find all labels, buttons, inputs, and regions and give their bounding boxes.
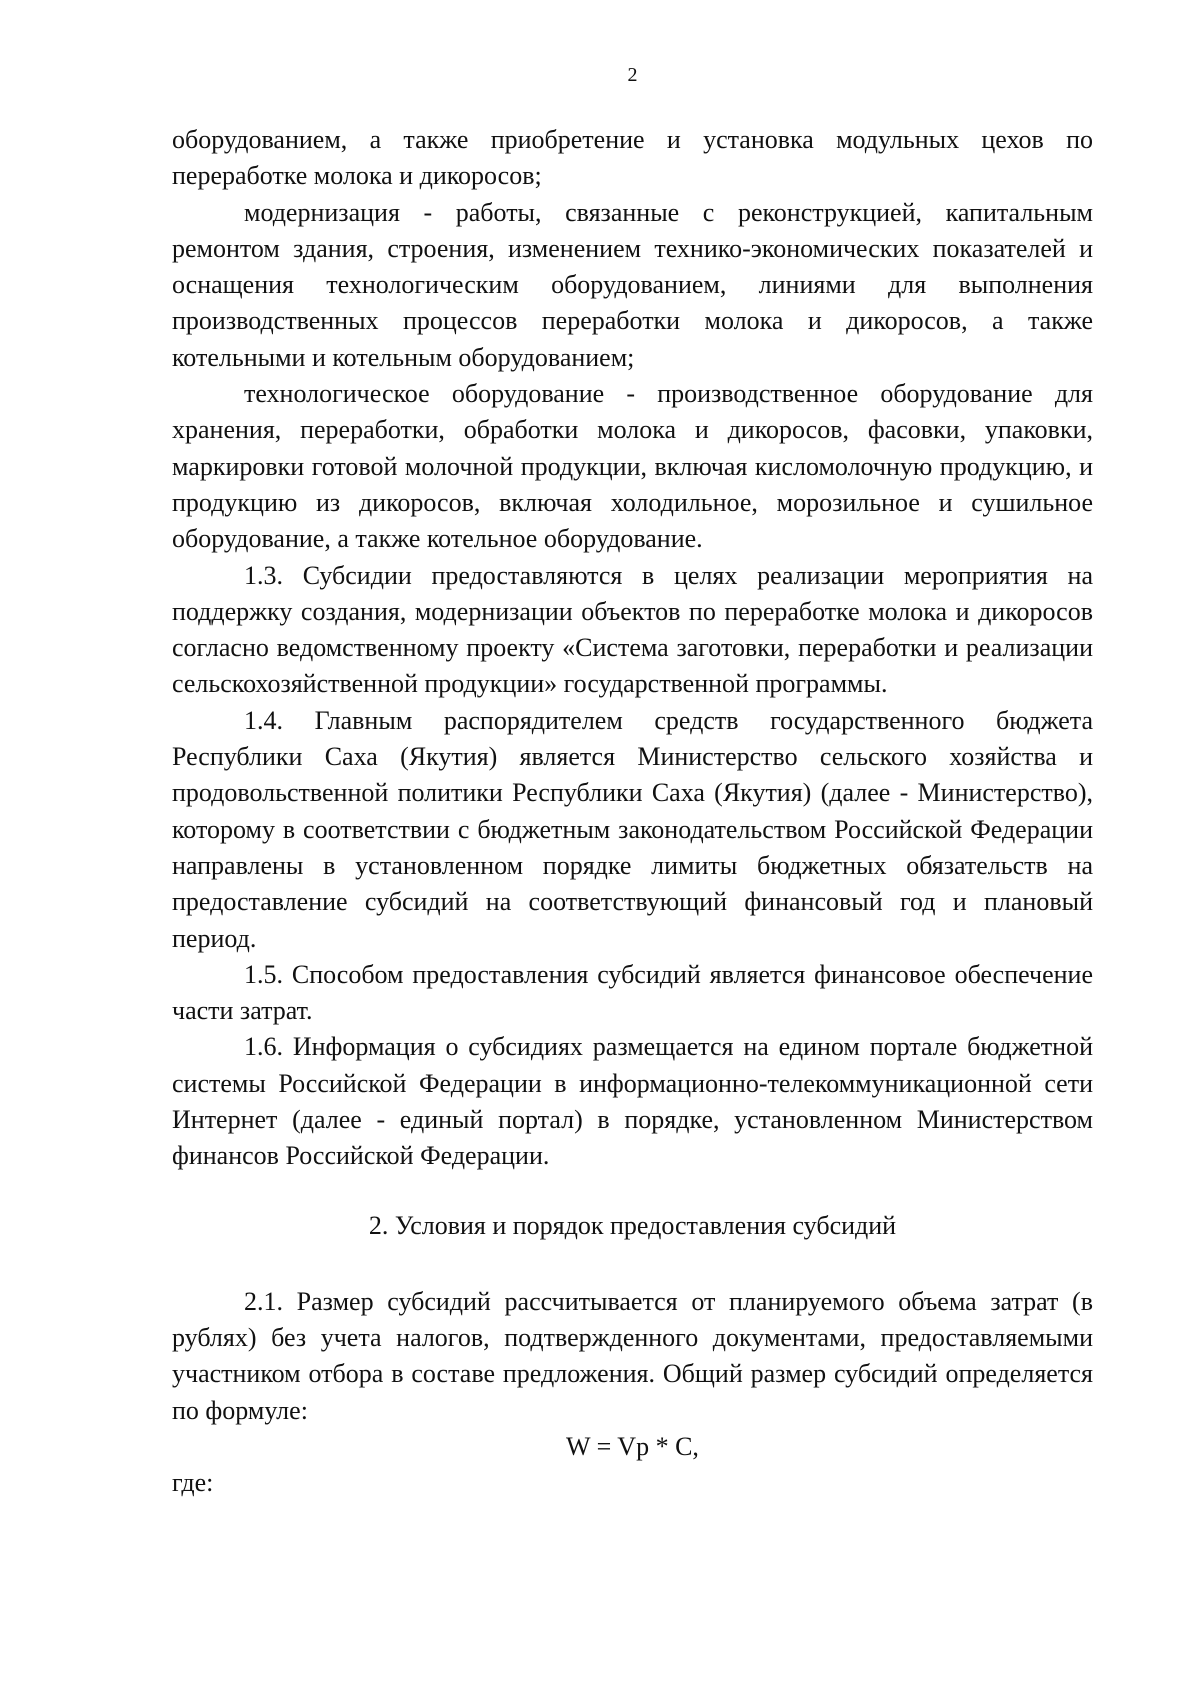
formula: W = Vp * C,	[566, 1431, 699, 1461]
paragraph-1-5: 1.5. Способом предоставления субсидий является финансовое обеспечение части затрат.	[172, 959, 1093, 1026]
paragraph-1-6: 1.6. Информация о субсидиях размещается на едином портале бюджетной системы Российской Федерации в информационно-телекоммуникационной сети Интернет (далее - единый портал) в порядке, установленном Министерством финансов Российской Федерации.	[172, 1032, 1093, 1171]
paragraph-equipment-definition: технологическое оборудование - производственное оборудование для хранения, переработки, обработки молока и дикоросов, фасовки, упаковки, маркировки готовой молочной продукции, включая кисломолочную продукцию, и продукцию из дикоросов, включая холодильное, морозильное и сушильное оборудование, а также котельное оборудование.	[172, 379, 1093, 554]
paragraph-continuation: оборудованием, а также приобретение и установка модульных цехов по переработке молока и дикоросов;	[172, 125, 1093, 191]
page-number: 2	[627, 64, 638, 86]
section-heading: 2. Условия и порядок предоставления субсидий	[368, 1210, 897, 1240]
paragraph-2-1: 2.1. Размер субсидий рассчитывается от планируемого объема затрат (в рублях) без учета налогов, подтвержденного документами, предоставляемыми участником отбора в составе предложения. Общий размер субсидий определяется по формуле:	[172, 1286, 1093, 1425]
where-label: где:	[172, 1467, 214, 1497]
paragraph-1-3: 1.3. Субсидии предоставляются в целях реализации мероприятия на поддержку создания, модернизации объектов по переработке молока и дикоросов согласно ведомственному проекту «Система заготовки, переработки и реализации сельскохозяйственной продукции» государственной программы.	[172, 560, 1093, 699]
paragraph-1-4: 1.4. Главным распорядителем средств государственного бюджета Республики Саха (Якутия) является Министерство сельского хозяйства и продовольственной политики Республики Саха (Якутия) (далее - Министерство), которому в соответствии с бюджетным законодательством Российской Федерации направлены в установленном порядке лимиты бюджетных обязательств на предоставление субсидий на соответствующий финансовый год и плановый период.	[172, 705, 1093, 953]
paragraph-modernization-definition: модернизация - работы, связанные с реконструкцией, капитальным ремонтом здания, строения, изменением технико-экономических показателей и оснащения технологическим оборудованием, линиями для выполнения производственных процессов переработки молока и дикоросов, а также котельными и котельным оборудованием;	[172, 197, 1093, 372]
